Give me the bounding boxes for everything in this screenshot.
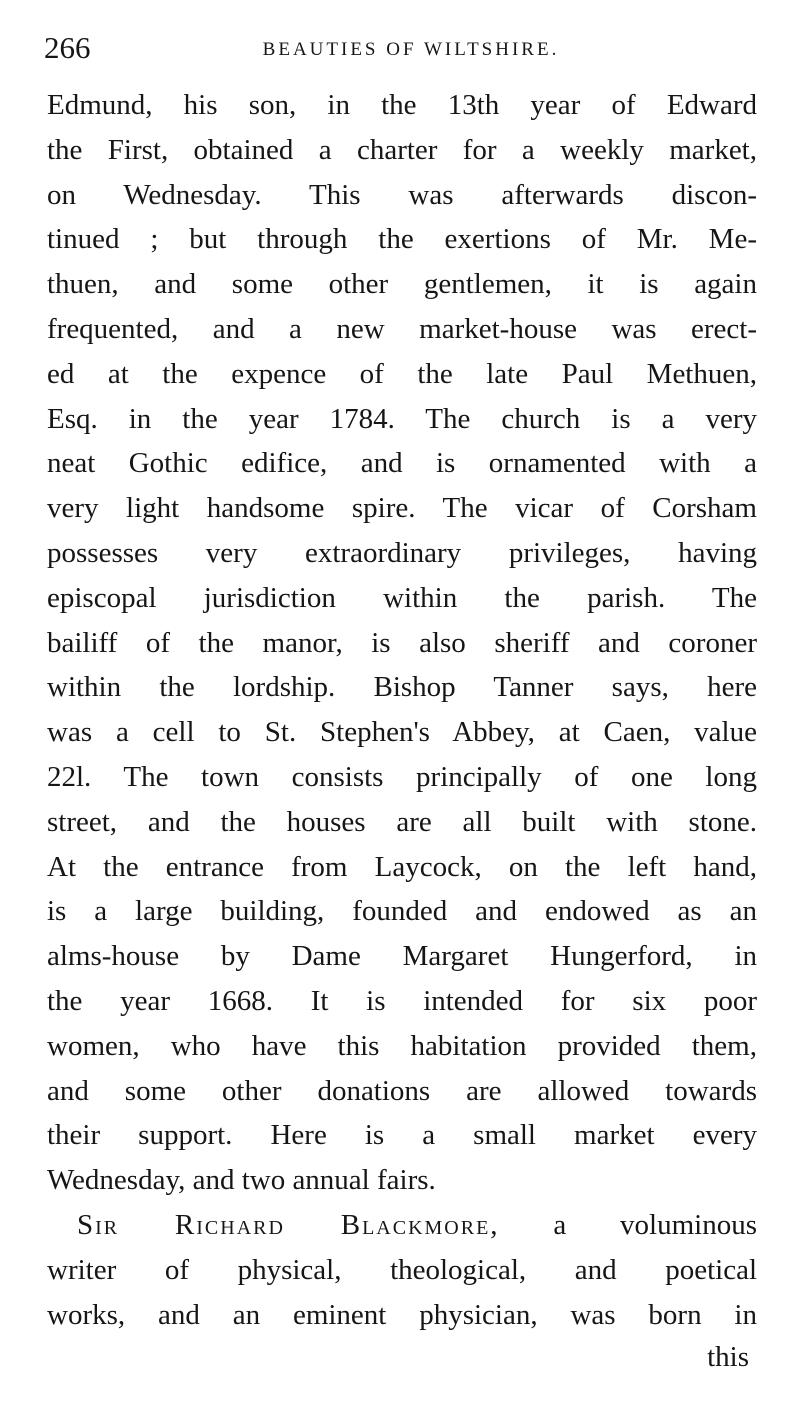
text-line: alms-house by Dame Margaret Hungerford, in <box>47 940 757 973</box>
running-title: BEAUTIES OF WILTSHIRE. <box>262 39 560 60</box>
text-line: their support. Here is a small market every <box>47 1119 757 1152</box>
text-line: and some other donations are allowed towards <box>47 1074 757 1107</box>
paragraph-2 <box>47 1203 757 1337</box>
text-line: bailiff of the manor, is also sheriff and coroner <box>47 626 757 659</box>
text-line: street, and the houses are all built with stone. <box>47 805 757 838</box>
text-line: episcopal jurisdiction within the parish. The <box>47 581 757 614</box>
text-line: writer of physical, theological, and poetical <box>47 1253 757 1286</box>
paragraph-1 <box>47 83 757 1203</box>
text-line: frequented, and a new market-house was erect- <box>47 312 757 345</box>
text-line: tinued ; but through the exertions of Mr. Me- <box>47 223 757 256</box>
page-header <box>44 30 758 70</box>
text-line <box>47 1203 757 1248</box>
text-line: ed at the expence of the late Paul Methuen, <box>47 357 757 390</box>
text-line: the First, obtained a charter for a weekly market, <box>47 133 757 166</box>
text-line: very light handsome spire. The vicar of Corsham <box>47 492 757 525</box>
text-line: within the lordship. Bishop Tanner says, here <box>47 671 757 704</box>
text-line: Wednesday, and two annual fairs. <box>47 1164 436 1197</box>
person-name: Sir Richard Blackmore, <box>77 1208 500 1241</box>
text-line: on Wednesday. This was afterwards discon- <box>47 178 757 211</box>
text-fragment: a voluminous <box>553 1208 757 1241</box>
text-line: thuen, and some other gentlemen, it is again <box>47 268 757 301</box>
body-text <box>47 83 757 1380</box>
text-line: works, and an eminent physician, was born in <box>47 1298 757 1331</box>
text-line: women, who have this habitation provided them, <box>47 1029 757 1062</box>
text-line: the year 1668. It is intended for six poor <box>47 984 757 1017</box>
text-line: Esq. in the year 1784. The church is a very <box>47 402 757 435</box>
text-line: was a cell to St. Stephen's Abbey, at Caen, value <box>47 716 757 749</box>
text-line: Edmund, his son, in the 13th year of Edward <box>47 89 757 121</box>
text-line: At the entrance from Laycock, on the left hand, <box>47 850 757 883</box>
text-line: possesses very extraordinary privileges, having <box>47 536 757 569</box>
catchword: this <box>707 1341 749 1374</box>
page-number: 266 <box>44 30 91 65</box>
text-line: is a large building, founded and endowed as an <box>47 895 757 928</box>
text-line: 22l. The town consists principally of one long <box>47 760 757 793</box>
text-line: neat Gothic edifice, and is ornamented with a <box>47 447 757 480</box>
